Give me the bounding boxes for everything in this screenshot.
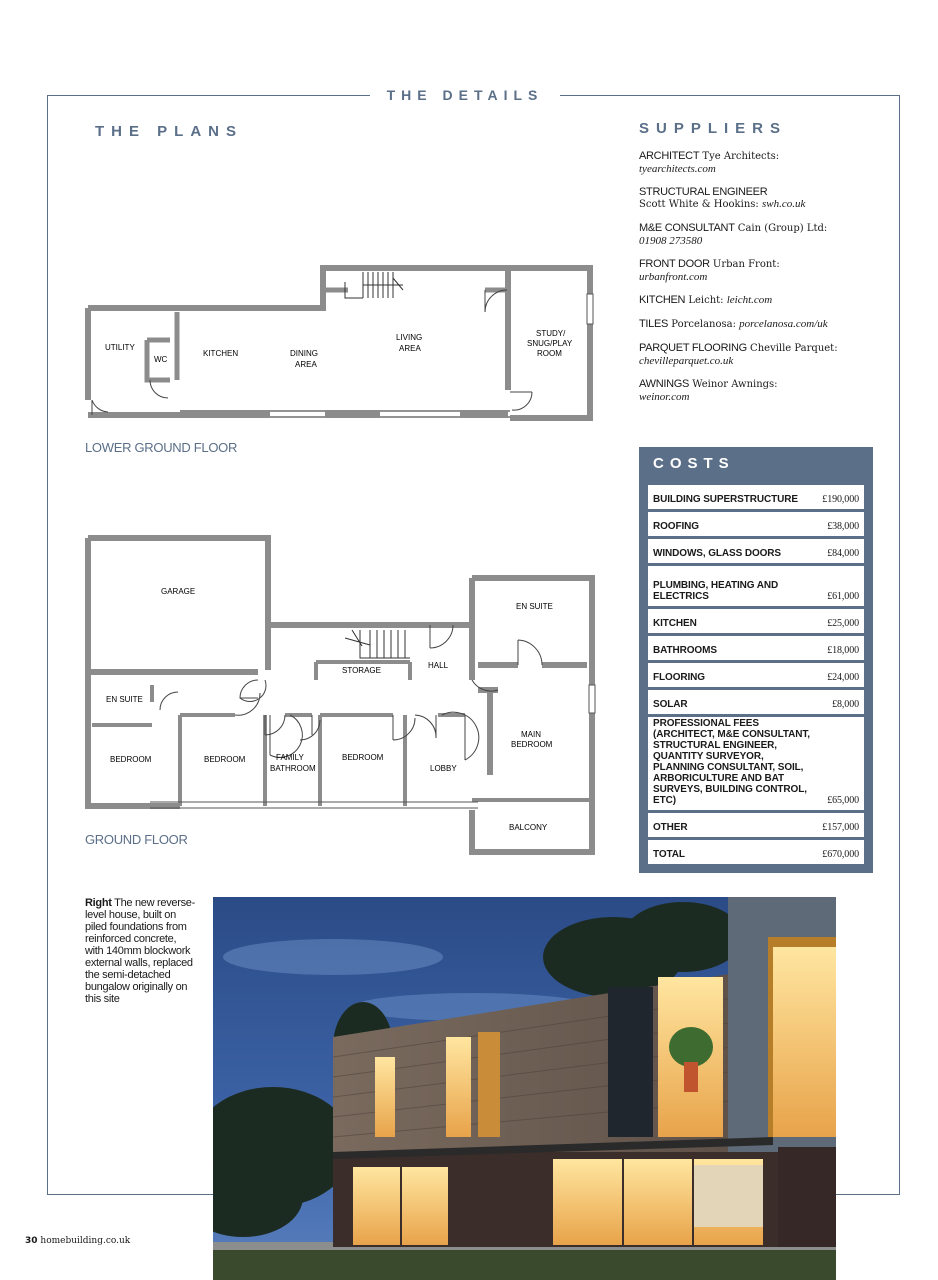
supplier-link: porcelanosa.com/uk bbox=[739, 318, 828, 330]
room-lobby: LOBBY bbox=[430, 764, 457, 773]
cost-row bbox=[648, 690, 864, 714]
supplier-item: FRONT DOOR Urban Front: urbanfront.com bbox=[639, 258, 780, 283]
footer-site: homebuilding.co.uk bbox=[37, 1236, 131, 1246]
room-living-2: AREA bbox=[399, 344, 421, 353]
supplier-item: ARCHITECT Tye Architects: tyearchitects.com bbox=[639, 150, 780, 175]
cost-row bbox=[648, 636, 864, 660]
cost-row bbox=[648, 566, 864, 606]
suppliers-list bbox=[639, 150, 879, 414]
room-storage: STORAGE bbox=[342, 666, 381, 675]
room-bedroom-3: BEDROOM bbox=[342, 753, 384, 762]
ground-floor-plan bbox=[80, 530, 600, 860]
page-footer bbox=[25, 1236, 130, 1246]
costs-panel bbox=[639, 447, 873, 873]
room-wc: WC bbox=[154, 355, 168, 364]
supplier-link: leicht.com bbox=[726, 294, 773, 306]
cost-amount: £24,000 bbox=[827, 672, 859, 683]
cost-label: OTHER bbox=[653, 822, 688, 833]
page-number: 30 bbox=[25, 1236, 38, 1246]
section-title: THE DETAILS bbox=[370, 84, 560, 106]
room-hall: HALL bbox=[428, 661, 449, 670]
cost-amount: £65,000 bbox=[827, 795, 859, 806]
lower-ground-floor-label: LOWER GROUND FLOOR bbox=[85, 440, 238, 455]
supplier-phone: 01908 273580 bbox=[639, 235, 703, 247]
cost-amount: £38,000 bbox=[827, 521, 859, 532]
cost-amount: £190,000 bbox=[822, 494, 859, 505]
ground-floor-label: GROUND FLOOR bbox=[85, 832, 188, 847]
supplier-item: AWNINGS Weinor Awnings: weinor.com bbox=[639, 378, 778, 403]
cost-label: PLUMBING, HEATING AND ELECTRICS bbox=[653, 580, 779, 602]
caption-lead: Right bbox=[85, 897, 112, 909]
supplier-link: weinor.com bbox=[639, 391, 690, 403]
supplier-link: urbanfront.com bbox=[639, 271, 708, 283]
lower-ground-floor-plan bbox=[80, 260, 600, 425]
cost-row bbox=[648, 717, 864, 810]
cost-label: BUILDING SUPERSTRUCTURE bbox=[653, 494, 798, 505]
cost-label: FLOORING bbox=[653, 672, 705, 683]
cost-label: PROFESSIONAL FEES (ARCHITECT, M&E CONSULTANT, STRUCTURAL ENGINEER, QUANTITY SURVEYOR, PLANNING CONSULTANT, SOIL, ARBORICULTURE AND BAT SURVEYS, BUILDING CONTROL, ETC) bbox=[653, 718, 810, 806]
photo-caption bbox=[85, 897, 195, 1005]
supplier-item: TILES Porcelanosa: porcelanosa.com/uk bbox=[639, 318, 828, 330]
room-garage: GARAGE bbox=[161, 587, 196, 596]
cost-amount: £84,000 bbox=[827, 548, 859, 559]
supplier-item: PARQUET FLOORING Cheville Parquet: chevilleparquet.co.uk bbox=[639, 342, 838, 367]
caption-text: The new reverse-level house, built on piled foundations from reinforced concrete, with 140mm blockwork external walls, replaced the semi-detached bungalow originally on this site bbox=[85, 897, 195, 1005]
room-ensuite-right: EN SUITE bbox=[516, 602, 553, 611]
room-living-1: LIVING bbox=[396, 333, 423, 342]
room-main-bedroom-2: BEDROOM bbox=[511, 740, 553, 749]
cost-label: SOLAR bbox=[653, 699, 688, 710]
cost-label: KITCHEN bbox=[653, 618, 697, 629]
cost-row bbox=[648, 512, 864, 536]
room-main-bedroom-1: MAIN bbox=[521, 730, 541, 739]
cost-row bbox=[648, 813, 864, 837]
cost-amount: £670,000 bbox=[822, 849, 859, 860]
cost-amount: £157,000 bbox=[822, 822, 859, 833]
supplier-link: chevilleparquet.co.uk bbox=[639, 355, 734, 367]
room-bedroom-1: BEDROOM bbox=[110, 755, 152, 764]
supplier-item: M&E CONSULTANT Cain (Group) Ltd: 01908 273580 bbox=[639, 222, 828, 247]
suppliers-heading: SUPPLIERS bbox=[639, 120, 788, 137]
supplier-item: STRUCTURAL ENGINEER Scott White & Hookins: swh.co.uk bbox=[639, 186, 806, 210]
room-study-3: ROOM bbox=[537, 349, 562, 358]
room-dining-1: DINING bbox=[290, 349, 318, 358]
cost-label: TOTAL bbox=[653, 849, 685, 860]
cost-row bbox=[648, 539, 864, 563]
cost-row-total bbox=[648, 840, 864, 864]
supplier-link: swh.co.uk bbox=[761, 198, 806, 210]
supplier-item: KITCHEN Leicht: leicht.com bbox=[639, 294, 773, 306]
room-family-bath-2: BATHROOM bbox=[270, 764, 316, 773]
room-family-bath-1: FAMILY bbox=[276, 753, 304, 762]
supplier-link: tyearchitects.com bbox=[639, 163, 716, 175]
cost-row bbox=[648, 485, 864, 509]
cost-row bbox=[648, 609, 864, 633]
cost-label: BATHROOMS bbox=[653, 645, 717, 656]
room-ensuite-left: EN SUITE bbox=[106, 695, 143, 704]
room-bedroom-2: BEDROOM bbox=[204, 755, 246, 764]
room-dining-2: AREA bbox=[295, 360, 317, 369]
cost-amount: £8,000 bbox=[832, 699, 859, 710]
room-utility: UTILITY bbox=[105, 343, 135, 352]
cost-amount: £18,000 bbox=[827, 645, 859, 656]
cost-amount: £25,000 bbox=[827, 618, 859, 629]
cost-row bbox=[648, 663, 864, 687]
room-balcony: BALCONY bbox=[509, 823, 548, 832]
room-study-2: SNUG/PLAY bbox=[527, 339, 573, 348]
plans-heading: THE PLANS bbox=[95, 123, 244, 140]
cost-label: WINDOWS, GLASS DOORS bbox=[653, 548, 782, 559]
room-study-1: STUDY/ bbox=[536, 329, 566, 338]
cost-label: ROOFING bbox=[653, 521, 699, 532]
costs-heading: COSTS bbox=[653, 455, 735, 472]
cost-amount: £61,000 bbox=[827, 591, 859, 602]
house-photo bbox=[213, 897, 836, 1280]
room-kitchen: KITCHEN bbox=[203, 349, 239, 358]
